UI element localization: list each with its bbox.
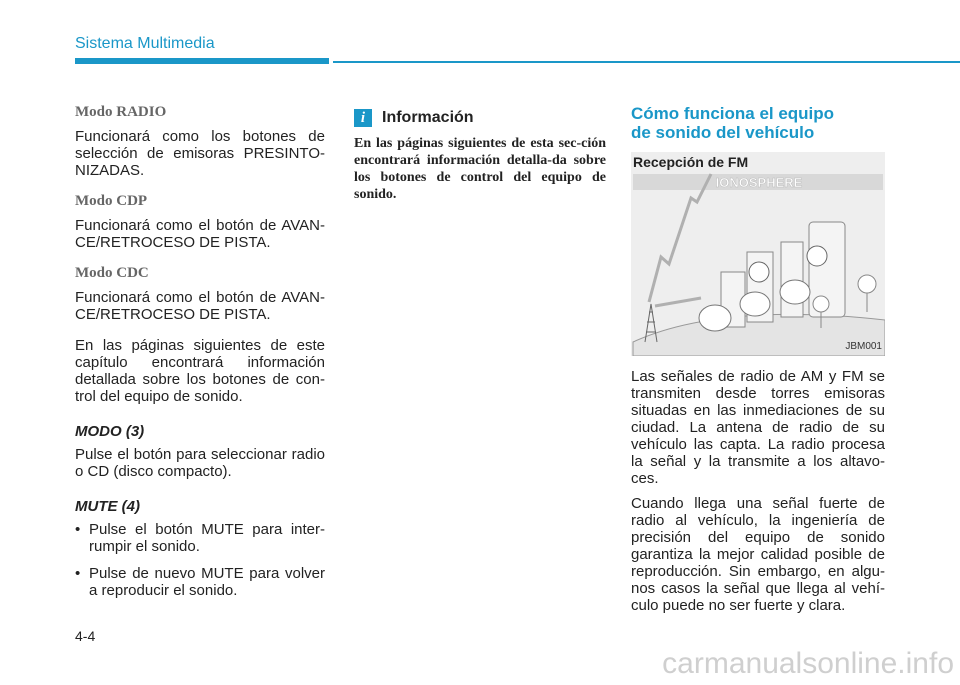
fm-reception-figure — [631, 152, 885, 356]
modo-cdc-text: Funcionará como el botón de AVAN-CE/RETROCESO DE PISTA. — [75, 289, 325, 323]
modo-radio-text: Funcionará como los botones de selección de emisoras PRESINTO-NIZADAS. — [75, 128, 325, 179]
section-header-title: Sistema Multimedia — [75, 35, 215, 52]
signal-wave-ground — [655, 298, 701, 306]
modo-cdp-heading: Modo CDP — [75, 193, 148, 209]
modo3-heading: MODO (3) — [75, 423, 145, 440]
middle-column — [354, 109, 606, 203]
mute-bullet-list — [75, 521, 325, 599]
list-item: • Pulse de nuevo MUTE para volver a reproducir el sonido. — [75, 565, 325, 599]
info-header — [354, 109, 606, 127]
strong-signal-paragraph: Cuando llega una señal fuerte de radio al vehículo, la ingeniería de precisión del equipo de sonido garantiza la mejor calidad posible de reproducción. Sin embargo, en algu-nos casos la señal que llega al vehí-culo puede no ser fuerte y clara. — [631, 495, 885, 614]
info-text: En las páginas siguientes de esta sec-ción encontrará información detalla-da sobre los botones de control del equipo de sonido. — [354, 136, 606, 202]
left-column — [75, 104, 325, 609]
header-rule-thin — [333, 61, 960, 63]
section-title — [631, 104, 885, 142]
figure-title: Recepción de FM — [633, 154, 749, 170]
modo-cdc-heading: Modo CDC — [75, 265, 149, 281]
mute4-heading: MUTE (4) — [75, 498, 140, 515]
radio-signal-paragraph: Las señales de radio de AM y FM se transmiten desde torres emisoras situadas en las inmediaciones de su ciudad. La antena de radio de su vehículo las capta. La radio procesa la señal y la transmite a los altavo-ces. — [631, 368, 885, 487]
right-column — [631, 104, 885, 628]
fm-reception-illustration — [631, 152, 885, 356]
ionosphere-label: IONOSPHERE — [715, 175, 803, 190]
section-title-line1: Cómo funciona el equipo — [631, 104, 835, 123]
header-rule-thick — [75, 58, 329, 64]
list-item: • Pulse el botón MUTE para inter-rumpir el sonido. — [75, 521, 325, 555]
section-title-line2: de sonido del vehículo — [631, 123, 815, 142]
info-icon: i — [354, 109, 372, 127]
modo-cdp-text: Funcionará como el botón de AVAN-CE/RETROCESO DE PISTA. — [75, 217, 325, 251]
figure-code: JBM001 — [845, 341, 882, 352]
page-number: 4-4 — [75, 628, 96, 644]
signal-wave-sky — [649, 174, 711, 302]
city-buildings — [721, 222, 845, 327]
site-watermark: carmanualsonline.info — [662, 647, 954, 680]
info-title: Información — [382, 109, 474, 126]
modo3-text: Pulse el botón para seleccionar radio o CD (disco compacto). — [75, 446, 325, 480]
modo-radio-heading: Modo RADIO — [75, 104, 167, 120]
paginas-text: En las páginas siguientes de este capítulo encontrará información detallada sobre los botones de con-trol del equipo de sonido. — [75, 337, 325, 405]
